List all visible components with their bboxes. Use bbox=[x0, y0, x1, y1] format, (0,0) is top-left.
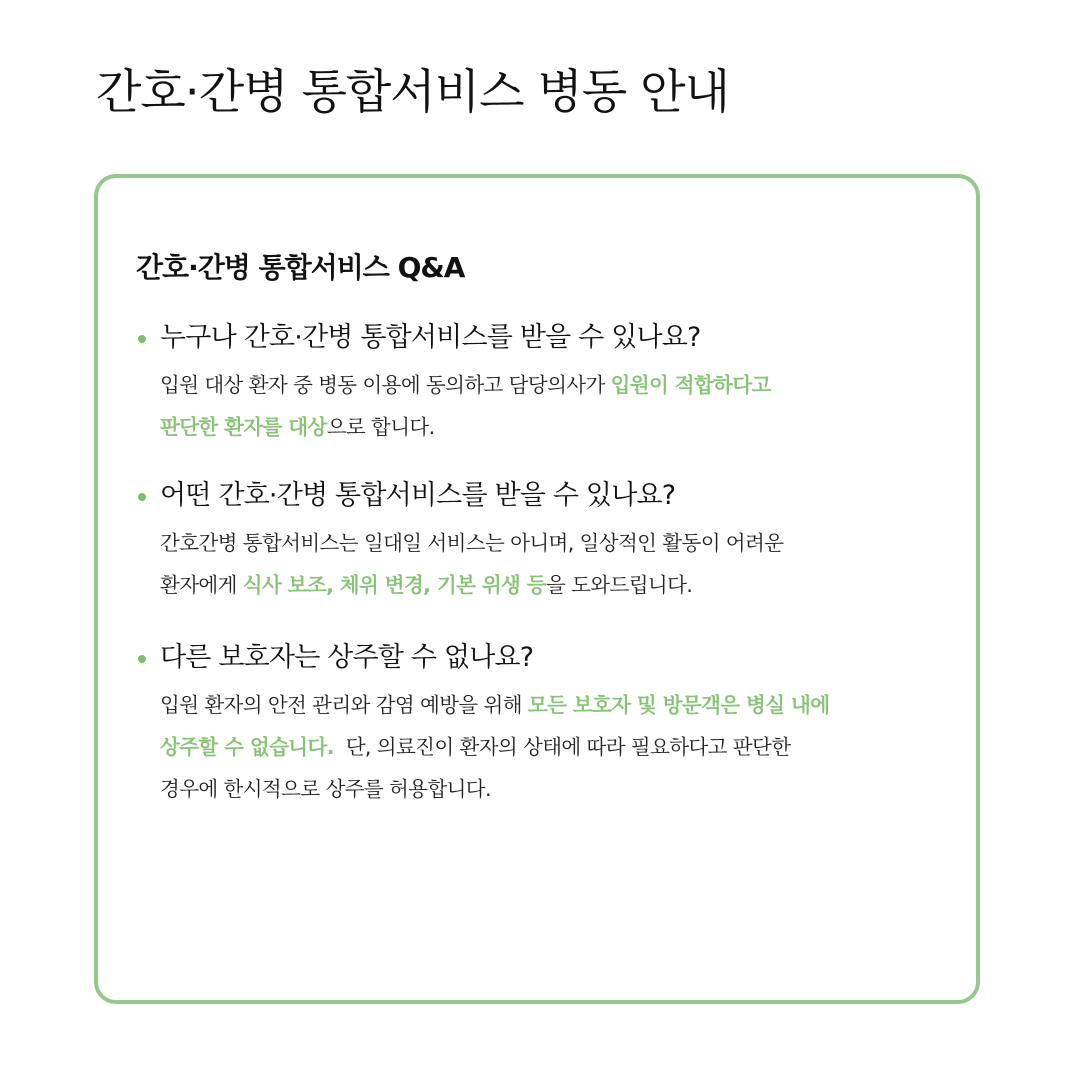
answer-2 bbox=[136, 522, 946, 606]
question-1 bbox=[136, 318, 946, 358]
qa-item-1 bbox=[136, 318, 946, 448]
answer-3-line-1 bbox=[160, 684, 946, 726]
qa-item-2 bbox=[136, 476, 946, 606]
answer-text: 입원 대상 환자 중 병동 이용에 동의하고 담당의사가 bbox=[160, 373, 611, 397]
answer-text: 입원 환자의 안전 관리와 감염 예방을 위해 bbox=[160, 693, 528, 717]
question-2-text: 어떤 간호·간병 통합서비스를 받을 수 있나요? bbox=[160, 480, 676, 511]
qa-card bbox=[94, 174, 980, 1004]
answer-text: 으로 합니다. bbox=[326, 415, 435, 439]
bullet-icon bbox=[138, 655, 146, 663]
answer-text: 환자에게 bbox=[160, 573, 243, 597]
bullet-icon bbox=[138, 493, 146, 501]
answer-highlight: 식사 보조, 체위 변경, 기본 위생 등 bbox=[242, 573, 546, 597]
page-title: 간호·간병 통합서비스 병동 안내 bbox=[96, 65, 729, 120]
answer-1 bbox=[136, 364, 946, 448]
answer-highlight: 상주할 수 없습니다. bbox=[160, 735, 334, 759]
question-1-text: 누구나 간호·간병 통합서비스를 받을 수 있나요? bbox=[160, 322, 701, 353]
question-3-text: 다른 보호자는 상주할 수 없나요? bbox=[160, 642, 534, 673]
question-3 bbox=[136, 638, 946, 678]
answer-text: 단, 의료진이 환자의 상태에 따라 필요하다고 판단한 bbox=[333, 735, 791, 759]
answer-highlight: 모든 보호자 및 방문객은 병실 내에 bbox=[527, 693, 830, 717]
answer-2-line-2 bbox=[160, 564, 946, 606]
answer-3-line-2 bbox=[160, 726, 946, 768]
question-2 bbox=[136, 476, 946, 516]
answer-3 bbox=[136, 684, 946, 810]
qa-item-3 bbox=[136, 638, 946, 810]
answer-highlight: 판단한 환자를 대상 bbox=[160, 415, 327, 439]
answer-2-line-1: 간호간병 통합서비스는 일대일 서비스는 아니며, 일상적인 활동이 어려운 bbox=[160, 531, 784, 555]
answer-3-line-3: 경우에 한시적으로 상주를 허용합니다. bbox=[160, 777, 491, 801]
answer-1-line-2 bbox=[160, 406, 946, 448]
bullet-icon bbox=[138, 335, 146, 343]
answer-1-line-1 bbox=[160, 364, 946, 406]
card-title: 간호·간병 통합서비스 Q&A bbox=[136, 251, 465, 284]
answer-highlight: 입원이 적합하다고 bbox=[610, 373, 771, 397]
answer-text: 을 도와드립니다. bbox=[545, 573, 693, 597]
